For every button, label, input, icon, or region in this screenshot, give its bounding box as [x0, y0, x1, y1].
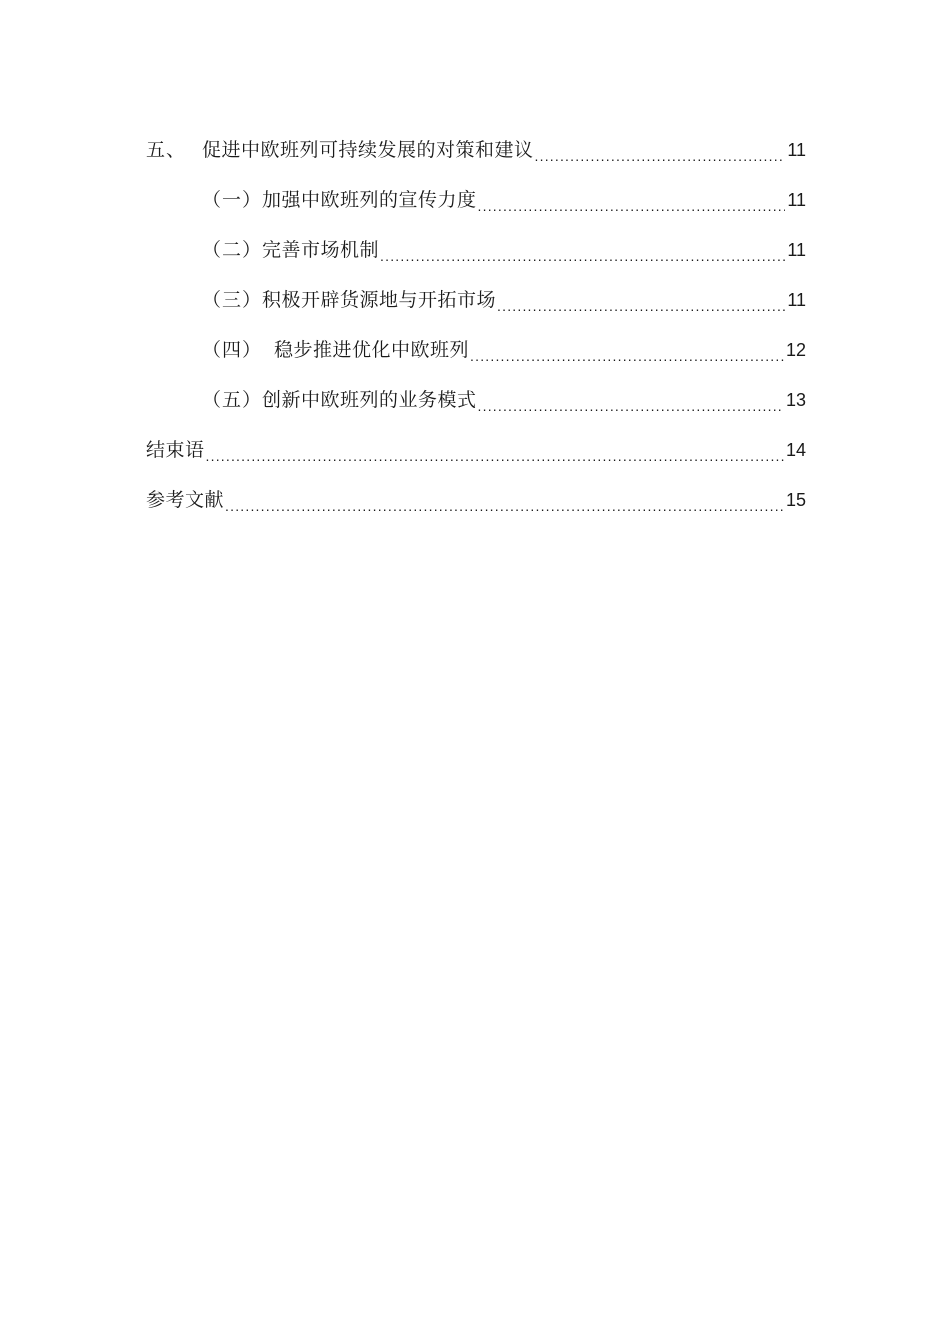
toc-dot-leader: [497, 281, 785, 319]
toc-entry-page: 13: [785, 390, 806, 410]
toc-entry-page: 15: [785, 490, 806, 510]
toc-entry-number: （五）: [202, 389, 263, 411]
toc-entry-page: 11: [787, 190, 806, 210]
toc-entry-number: （二）: [202, 239, 263, 261]
toc-entry-page: 12: [785, 340, 806, 360]
toc-entry-title: 完善市场机制: [262, 239, 380, 261]
toc-entry-title: 参考文献: [146, 489, 225, 511]
toc-dot-leader: [225, 481, 784, 519]
toc-entry-5-3[interactable]: [146, 281, 806, 331]
toc-entry-conclusion[interactable]: [146, 431, 806, 481]
toc-dot-leader: [535, 131, 786, 169]
toc-entry-5-1[interactable]: [146, 181, 806, 231]
table-of-contents: [146, 131, 806, 531]
toc-entry-number: （四）: [202, 339, 263, 361]
toc-entry-title: 积极开辟货源地与开拓市场: [262, 289, 497, 311]
toc-entry-title: 加强中欧班列的宣传力度: [262, 189, 477, 211]
toc-dot-leader: [470, 331, 784, 369]
toc-entry-page: 11: [787, 240, 806, 260]
toc-dot-leader: [478, 181, 786, 219]
toc-entry-number: （三）: [202, 289, 263, 311]
toc-entry-title: 结束语: [146, 439, 205, 461]
toc-entry-page: 11: [787, 140, 806, 160]
toc-entry-5-4[interactable]: [146, 331, 806, 381]
toc-entry-title: 稳步推进优化中欧班列: [274, 339, 470, 361]
toc-entry-page: 11: [787, 290, 806, 310]
toc-dot-leader: [206, 431, 784, 469]
toc-entry-5-2[interactable]: [146, 231, 806, 281]
toc-entry-page: 14: [785, 440, 806, 460]
toc-dot-leader: [380, 231, 785, 269]
toc-entry-references[interactable]: [146, 481, 806, 531]
toc-entry-title: 创新中欧班列的业务模式: [262, 389, 477, 411]
toc-entry-number: 五、: [146, 139, 187, 161]
toc-entry-section-5[interactable]: [146, 131, 806, 181]
toc-entry-title: 促进中欧班列可持续发展的对策和建议: [202, 139, 534, 161]
toc-entry-number: （一）: [202, 189, 263, 211]
toc-dot-leader: [478, 381, 784, 419]
toc-entry-5-5[interactable]: [146, 381, 806, 431]
